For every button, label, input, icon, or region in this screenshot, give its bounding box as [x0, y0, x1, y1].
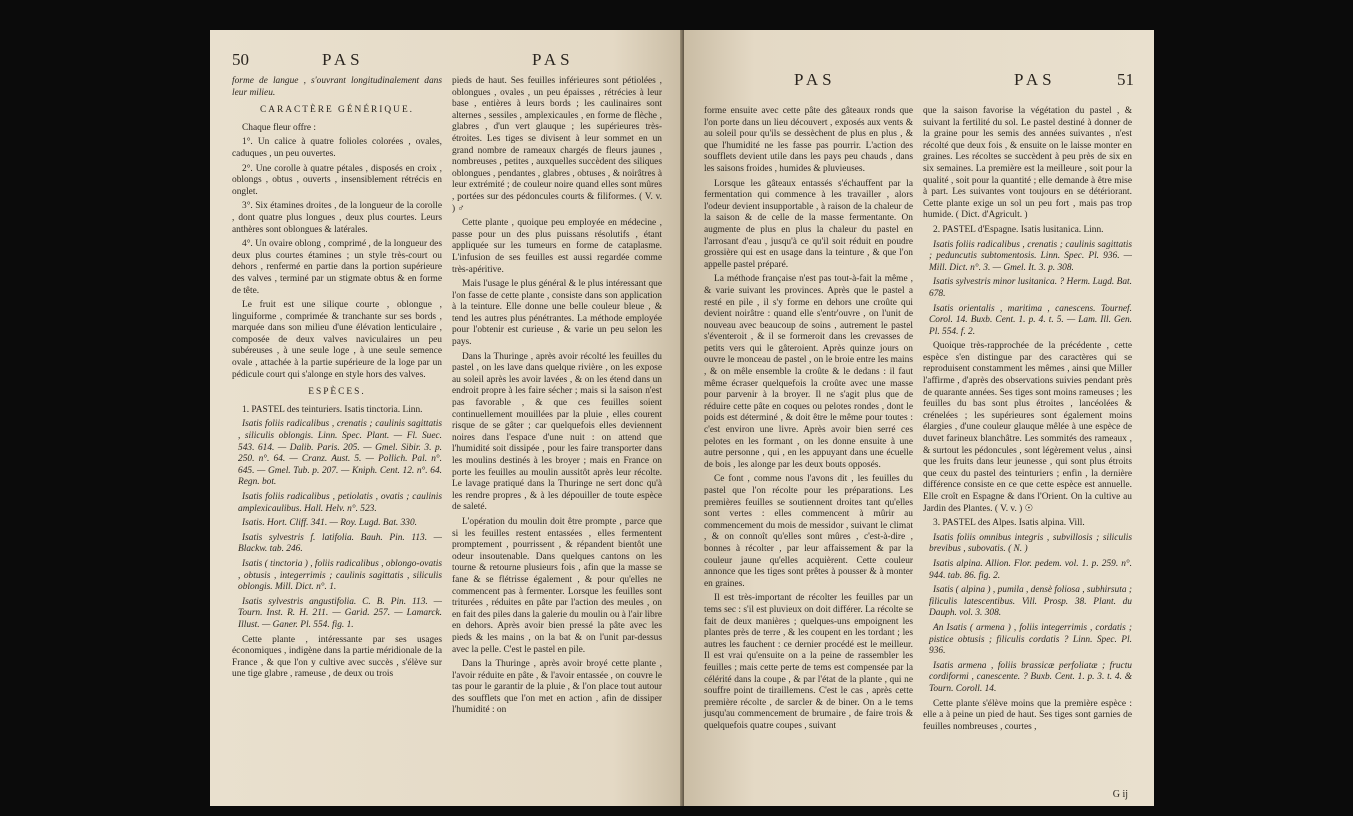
synonym: Isatis ( tinctoria ) , foliis radicalibus , oblongo-ovatis , obtusis , integerrimis ; caulinis sagittatis , siliculis oblongis. Mill. Dict. n°. 1.: [238, 558, 442, 593]
running-head-right-2: PAS: [1014, 70, 1056, 89]
section-heading: ESPÈCES.: [308, 387, 366, 398]
paragraph: Dans la Thuringe , après avoir broyé cette plante , l'avoir réduite en pâte , & l'avoir entassée , on couvre le tas pour le garantir de la pluie , & l'on place tout autour des soufflets que l'on met en action , afin de dissiper l'humidité : on: [452, 659, 662, 716]
paragraph: Dans la Thuringe , après avoir récolté les feuilles du pastel , on les lave dans quelque rivière , on les expose au soleil après les avoir lavées , & on les étend dans un endroit propre à les faire sécher ; mais si la saison n'est pas favorable , & que ces feuilles soient continuellement mouillées par la pluie , elles courent risque de se gâter ; car quelquefois elles deviennent noires dans l'espace d'une nuit : on attend que l'humidité soit dissipée , pour les faire transporter dans les moulins destinés à les broyer ; mais en France on porte les feuilles au moulin aussitôt après leur récolte. Le lavage pratiqué dans la Thuringe ne sert donc qu'à les rendre propres , & à les dépouiller de toute espèce de saleté.: [452, 351, 662, 513]
paragraph: Il est très-important de récolter les feuilles par un tems sec : s'il est pluvieux on doit différer. La récolte se fait de deux manières ; quelques-uns empoignent les plantes près de terre , & les coupent en les tordant ; les autres les fauchent : ce dernier procédé est le meilleur. Il est vrai qu'ensuite on a la peine de rassembler les feuilles ; mais cette perte de tems est compensée par la célérité dans la coupe , & par l'état de la plante , qui ne souffre point de tiraillemens. C'est le cas , après cette première récolte , de sarcler & de biner. On a le tems jusqu'au commencement de brumaire , de faire trois & quelquefois quatre coupes , suivant: [704, 593, 913, 731]
paragraph: 4°. Un ovaire oblong , comprimé , de la longueur des deux plus courtes étamines ; un style très-court ou dehors , renfermé en partie dans la portion supérieure des valves , terminé par un stigmate obtus & en forme de tête.: [232, 239, 442, 296]
running-head-left-1: PAS: [322, 50, 364, 69]
synonym: Isatis sylvestris f. latifolia. Bauh. Pin. 113. — Blackw. tab. 246.: [238, 532, 442, 555]
paragraph: Chaque fleur offre :: [242, 122, 317, 133]
left-page-header: [232, 50, 664, 76]
synonym: Isatis foliis radicalibus , crenatis ; caulinis sagittatis ; peduncutis subtomentosis. Linn. Spec. Pl. 936. — Mill. Dict. n°. 3. — Gmel. It. 3. p. 308.: [929, 239, 1132, 273]
species-heading: 2. PASTEL d'Espagne. Isatis lusitanica. Linn.: [933, 224, 1104, 235]
paragraph: Mais l'usage le plus général & le plus intéressant que l'on fasse de cette plante , consiste dans son application à la teinture. Elle donne une belle couleur bleue , & tend les autres plus pénétrantes. La méthode employée pour l'obtenir est curieuse , & varie un peu selon les pays.: [452, 279, 662, 348]
synonym: Isatis foliis radicalibus , crenatis ; caulinis sagittatis , siliculis oblongis. Linn. Spec. Plant. — Fl. Suec. 543. 614. — Dalib. Paris. 205. — Gmel. Sibir. 3. p. 250. n°. 64. — Cranz. Aust. 5. — Pollich. Pal. n°. 645. — Gmel. Tub. p. 207. — Kniph. Cent. 12. n°. 64. Regn. bot.: [238, 419, 442, 488]
signature-mark: G ij: [1112, 789, 1128, 800]
paragraph: Lorsque les gâteaux entassés s'échauffent par la fermentation qui commence à les travailler , alors l'odeur devient insupportable , à raison de la chaleur de la saison & de celle de la masse fermentante. On augmente de plus en plus la chaleur du pastel en l'arrosant d'eau , jusqu'à ce qu'il soit réduit en poudre grossière qui est en usage dans la teinture , & que l'on appelle pastel préparé.: [704, 178, 913, 270]
paragraph: L'opération du moulin doit être prompte , parce que si les feuilles restent entassées , elles fermentent promptement , pourrissent , & répandent bientôt une odeur insoutenable. Dans quelques cantons on les tourne & retourne plusieurs fois , afin que la masse se fane & se flétrisse également , & pour qu'elles ne commencent pas à fermenter. Lorsque les feuilles sont triturées , réduites en pâte par l'action des meules , on en fait des piles dans la galerie du moulin ou à l'air libre en dehors. Après avoir bien pressé la pâte avec les pieds & les mains , on la bat & on l'unit par-dessus avec la pelle. C'est le pastel en pile.: [452, 516, 662, 655]
paragraph: Cette plante , intéressante par ses usages économiques , indigène dans la partie méridionale de la France , & que l'on y cultive avec succès , s'élève sur une tige glabre , rameuse , de deux ou trois: [232, 634, 442, 680]
paragraph: 1°. Un calice à quatre folioles colorées , ovales, caduques , un peu ouvertes.: [232, 137, 442, 159]
synonym: An Isatis ( armena ) , foliis integerrimis , cordatis ; pistice obtusis ; filiculis cordatis ? Linn. Spec. Pl. 936.: [929, 622, 1132, 657]
page-number-left: 50: [232, 50, 249, 69]
running-head-right-1: PAS: [794, 70, 836, 89]
paragraph: que la saison favorise la végétation du pastel , & suivant la fertilité du sol. Le pastel destiné à donner de la graine pour les semis des années suivantes , n'est récolté que deux fois , & ensuite on le laisse monter en graines. Les récoltes se succèdent à peu près de six en six semaines. La première est la meilleure , soit pour la qualité , soit pour la quantité ; elle demande à être mise à part. Les suivantes vont toujours en se détériorant. Cette plante exige un sol un peu fort , mais pas trop humide. ( Dict. d'Agricult. ): [923, 106, 1132, 221]
synonym: Isatis orientalis , maritima , canescens. Tournef. Corol. 14. Buxb. Cent. 1. p. 4. t. 5. — Lam. Ill. Gen. Pl. 554. f. 2.: [929, 303, 1132, 337]
running-head-left-2: PAS: [532, 50, 574, 69]
synonym: Isatis foliis omnibus integris , subvillosis ; siliculis brevibus , subovatis. ( N. ): [929, 532, 1132, 555]
paragraph: La méthode française n'est pas tout-à-fait la même , & varie suivant les provinces. Après que le pastel a resté en pile , il s'y forme en dehors une croûte qui devient noirâtre : quand elle s'entr'ouvre , on l'unit de nouveau avec beaucoup de soins , autrement le pastel s'éventeroit , & il se formeroit dans les crevasses de petits vers qui le gâteroient. Après quinze jours on ouvre le monceau de pastel , on le broie entre les mains , & on mêle ensemble la croûte & le dedans : il faut même écraser quelquefois la croûte avec une masse pour parvenir à la broyer. Il ne s'agit plus que de réduire cette pâte en coques ou pelotes rondes , dont le poids est déterminé , & doit être le même pour toutes : c'est environ une livre. Après avoir bien serré ces pelotes en les formant , on les donne ensuite à une autre personne , qui , en les appuyant dans une écuelle de bois , les alonge par les deux bouts opposés.: [704, 274, 913, 470]
left-page: [210, 30, 684, 806]
paragraph: 3°. Six étamines droites , de la longueur de la corolle , dont quatre plus longues , deux plus courtes. Leurs anthères sont oblongues & latérales.: [232, 201, 442, 235]
synonym: Isatis sylvestris angustifolia. C. B. Pin. 113. — Tourn. Inst. R. H. 211. — Garid. 257. — Lamarck. Illust. — Ganer. Pl. 554. fig. 1.: [238, 596, 442, 630]
right-page-header: [684, 70, 1154, 96]
species-heading: 3. PASTEL des Alpes. Isatis alpina. Vill.: [933, 518, 1085, 529]
synonym: Isatis foliis radicalibus , petiolatis , ovatis ; caulinis amplexicaulibus. Hall. Helv. n°. 523.: [238, 492, 442, 514]
paragraph: Cette plante , quoique peu employée en médecine , passe pour un des plus puissans résolutifs , étant appliquée sur les tumeurs en forme de cataplasme. L'infusion de ses feuilles est aussi regardée comme très-apéritive.: [452, 218, 662, 275]
left-column-2: [452, 76, 662, 720]
paragraph: Quoique très-rapprochée de la précédente , cette espèce s'en distingue par des caractères qui se reproduisent constamment les mêmes , ainsi que Miller l'affirme , d'après des observations suivies pendant près de quarante années. Ses tiges sont moins rameuses ; les feuilles du bas sont plus étroites , lancéolées & crénelées ; les supérieures sont également moins élargies , d'une couleur glauque mêlée à une espèce de duvet farineux blanchâtre. Les sommités des rameaux , & surtout les pédoncules , sont légèrement velus , ainsi que les fruits dans leur jeunesse , qui sont plus étroits que ceux du pastel des teinturiers ; enfin , la dernière différence consiste en ce que cette espèce est annuelle. Elle croît en Espagne & dans l'Orient. On la cultive au Jardin des Plantes. ( V. v. ) ☉: [923, 341, 1132, 514]
synonym: Isatis sylvestris minor lusitanica. ? Herm. Lugd. Bat. 678.: [929, 277, 1132, 299]
paragraph: pieds de haut. Ses feuilles inférieures sont pétiolées , oblongues , ovales , un peu épaisses , rétrécies à leur base , entières à leurs bords ; les caulinaires sont alternes , sessiles , amplexicaules , en forme de flèche , glabres , d'un vert glauque ; les supérieures très-étroites. Les tiges se divisent à leur sommet en un grand nombre de rameaux chargés de fleurs jaunes , nombreuses , petites , auxquelles succèdent des siliques oblongues , pendantes , glabres , obtuses , & noirâtres à leur extrémité ; de couleur noire quand elles sont mûres , portées sur des pédoncules courts & filiformes. ( V. v. ) ♂: [452, 76, 662, 214]
right-column-2: [923, 106, 1132, 736]
paragraph: forme de langue , s'ouvrant longitudinalement dans leur milieu.: [232, 76, 442, 98]
synonym: Isatis armena , foliis brassicæ perfoliatæ ; fructu cordiformi , canescente. ? Buxb. Cent. 1. p. 3. t. 4. & Tourn. Coroll. 14.: [929, 660, 1132, 694]
left-column-1: [232, 76, 442, 720]
page-number-right: 51: [1117, 70, 1134, 89]
paragraph: 2°. Une corolle à quatre pétales , disposés en croix , oblongs , obtus , ouverts , insensiblement rétrécis en onglet.: [232, 163, 442, 197]
section-heading: CARACTÈRE GÉNÉRIQUE.: [259, 105, 415, 116]
species-heading: 1. PASTEL des teinturiers. Isatis tinctoria. Linn.: [242, 404, 423, 415]
right-page: [684, 30, 1154, 806]
paragraph: Le fruit est une silique courte , oblongue , linguiforme , comprimée & tranchante sur ses bords , marquée dans son milieu d'une élévation lenticulaire , composée de deux valves naviculaires un peu subéreuses , à une seule loge , à une seule semence ovale , attachée à la partie supérieure de la loge par un pédicule court qui s'alonge en style hors des valves.: [232, 300, 442, 380]
synonym: Isatis. Hort. Cliff. 341. — Roy. Lugd. Bat. 330.: [242, 518, 418, 529]
paragraph: Cette plante s'élève moins que la première espèce : elle a à peine un pied de haut. Ses tiges sont garnies de feuilles nombreuses , courtes ,: [923, 698, 1132, 732]
synonym: Isatis alpina. Allion. Flor. pedem. vol. 1. p. 259. n°. 944. tab. 86. fig. 2.: [929, 558, 1132, 581]
paragraph: Ce font , comme nous l'avons dit , les feuilles du pastel que l'on récolte pour les préparations. Les premières feuilles se soutiennent droites tant qu'elles sont vertes : elles commencent à mûrir au commencement du mois de messidor , suivant le climat , & on connoît qu'elles sont mûres , c'est-à-dire , bonnes à récolter , par leur affaissement & par la couleur jaune qu'elles acquièrent. Cette couleur annonce que les tiges sont prêtes à pousser & à monter en graines.: [704, 474, 913, 589]
synonym: Isatis ( alpina ) , pumila , densè foliosa , subhirsuta ; filiculis latescentibus. Vill. Prosp. 38. Plant. du Dauph. vol. 3. 308.: [929, 585, 1132, 619]
paragraph: forme ensuite avec cette pâte des gâteaux ronds que l'on porte dans un lieu découvert , exposés aux vents & au soleil pour qu'ils se dessèchent de plus en plus , & que l'humidité ne les fasse pas pourrir. L'action des soufflets devient utile dans les pays peu chauds , dans les saisons froides , humides & pluvieuses.: [704, 106, 913, 174]
right-column-1: [704, 106, 913, 736]
